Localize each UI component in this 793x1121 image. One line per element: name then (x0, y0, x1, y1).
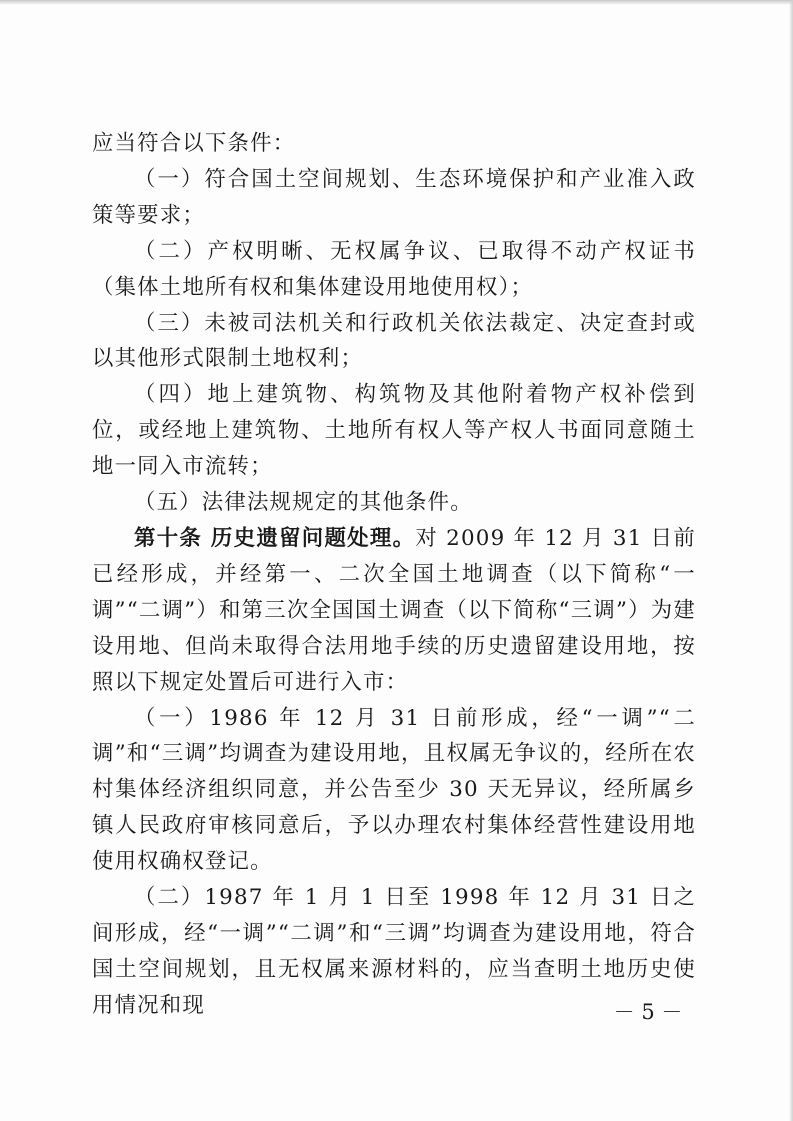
paragraph-article-10-item-1: （一）1986 年 12 月 31 日前形成，经“一调”“二调”和“三调”均调查为建设用地，且权属无争议的，经所在农村集体经济组织同意，并公告至少 30 天无异议，经所属乡镇人民政府审核同意后，予以办理农村集体经营性建设用地使用权确权登记。 (92, 705, 696, 875)
paragraph-condition-3: （三）未被司法机关和行政机关依法裁定、决定查封或以其他形式限制土地权利； (92, 310, 696, 372)
paragraph-condition-2: （二）产权明晰、无权属争议、已取得不动产权证书（集体土地所有权和集体建设用地使用权）； (92, 238, 696, 300)
paragraph-condition-1: （一）符合国土空间规划、生态环境保护和产业准入政策等要求； (92, 166, 696, 228)
paragraph-article-10-item-2: （二）1987 年 1 月 1 日至 1998 年 12 月 31 日之间形成，经“一调”“二调”和“三调”均调查为建设用地，符合国土空间规划，且无权属来源材料的，应当查明土地历史使用情况和现 (92, 885, 696, 1018)
article-10-text: 对 2009 年 12 月 31 日前已经形成，并经第一、二次全国土地调查（以下简称“一调”“二调”）和第三次全国国土调查（以下简称“三调”）为建设用地、但尚未取得合法用地手续的历史遗留建设用地，按照以下规定处置后可进行入市： (92, 525, 696, 695)
scan-edge-top (0, 0, 793, 5)
article-10-heading: 第十条 历史遗留问题处理。 (134, 525, 416, 551)
paragraph-conditions-intro: 应当符合以下条件： (92, 131, 296, 156)
paragraph-condition-4: （四）地上建筑物、构筑物及其他附着物产权补偿到位，或经地上建筑物、土地所有权人等产权人书面同意随土地一同入市流转； (92, 382, 696, 480)
page-number: － 5 － (613, 1000, 683, 1024)
document-body (92, 126, 696, 1024)
scan-edge-right (789, 0, 793, 1121)
paragraph-article-10 (92, 521, 696, 701)
paragraph-condition-5: （五）法律法规规定的其他条件。 (134, 490, 473, 516)
